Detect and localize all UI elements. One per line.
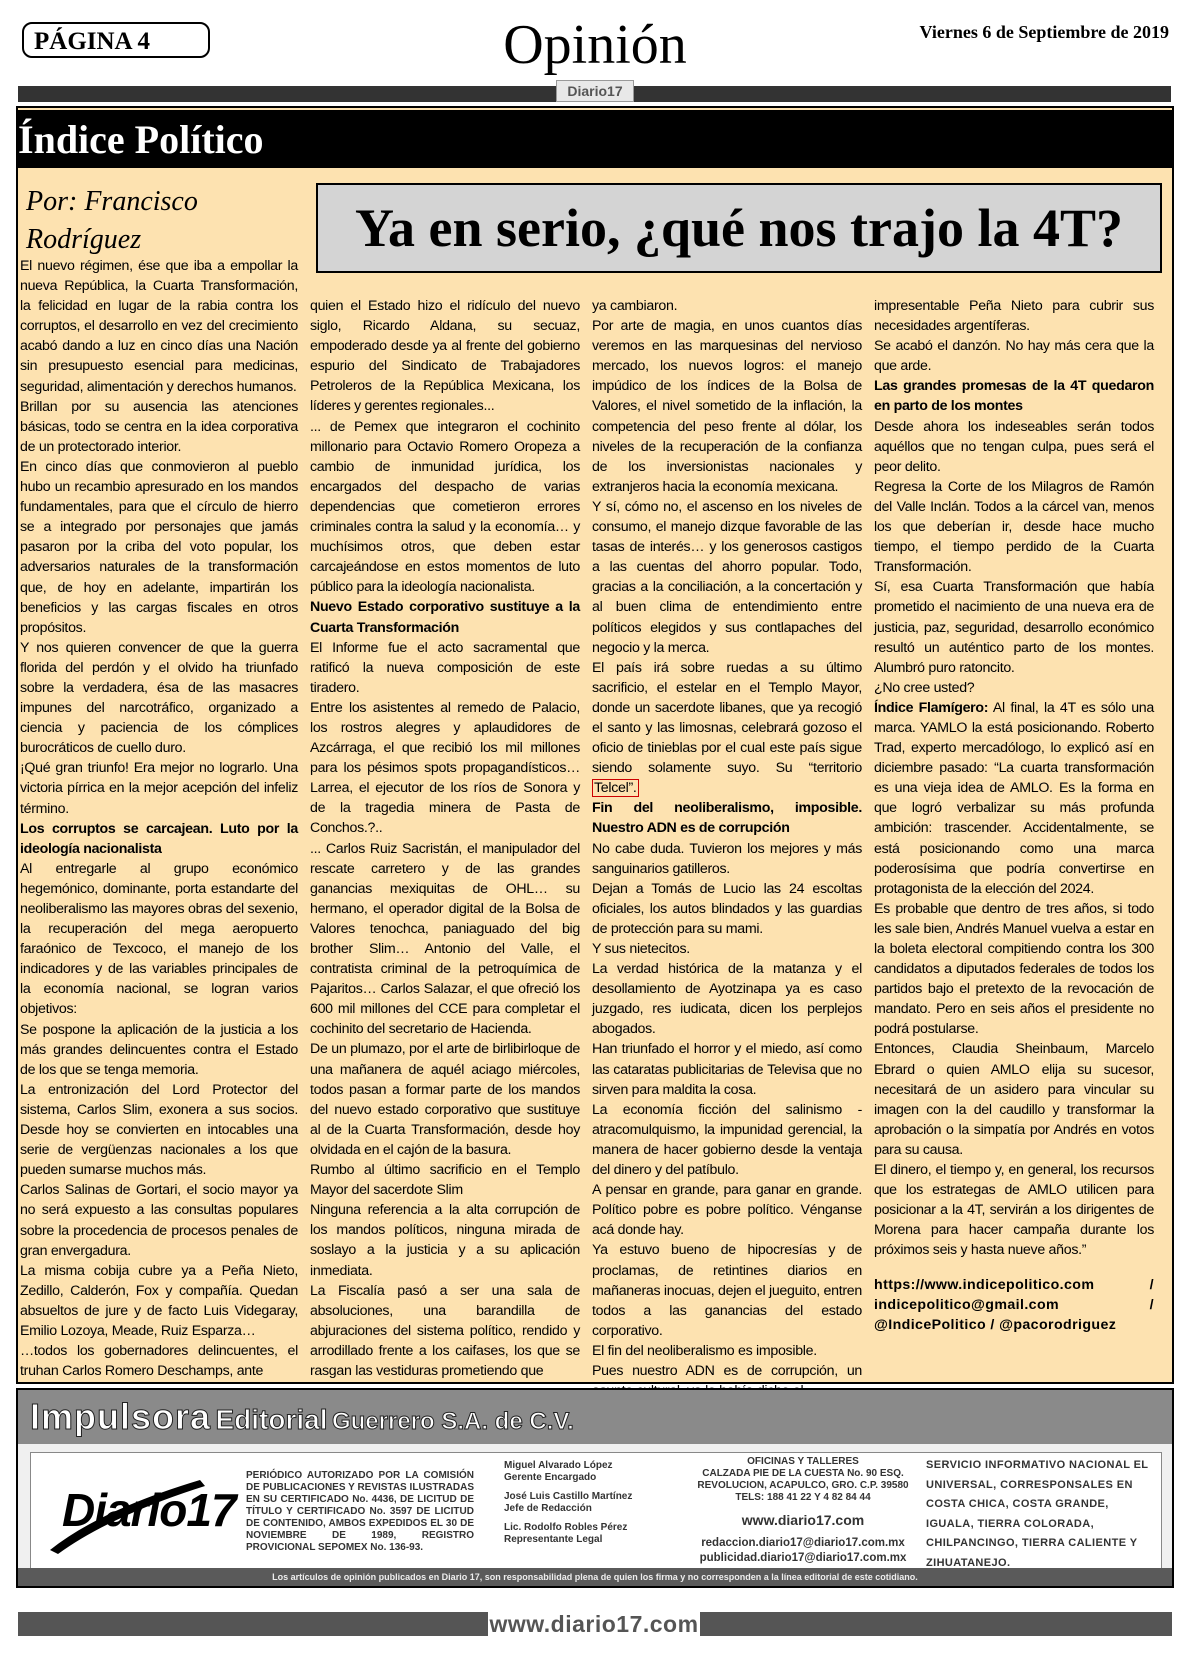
staff-role: Gerente Encargado xyxy=(504,1472,597,1483)
paragraph: Y sus nietecitos. xyxy=(592,941,690,957)
header-logo: Diario17 xyxy=(556,80,634,102)
staff-name: Lic. Rodolfo Robles Pérez xyxy=(504,1522,628,1533)
publisher-name-part: Editorial xyxy=(215,1404,328,1435)
advertising-email-link[interactable]: publicidad.diario17@diario17.com.mx xyxy=(699,1552,907,1564)
offices-info xyxy=(688,1456,918,1566)
article-column-2 xyxy=(310,296,580,1381)
staff-entry xyxy=(504,1491,674,1515)
paragraph xyxy=(874,698,1154,899)
article-column-4 xyxy=(874,296,1154,1335)
date-line: Viernes 6 de Septiembre de 2019 xyxy=(919,22,1169,42)
staff-name: José Luis Castillo Martínez xyxy=(504,1491,633,1502)
author-links[interactable]: https://www.indicepolitico.com / indicepolitico@gmail.com / @IndicePolitico / @pacorodriguez xyxy=(874,1276,1154,1333)
staff-entry xyxy=(504,1460,674,1484)
paragraph: ya cambiaron. xyxy=(592,298,678,314)
paragraph: Pues nuestro ADN es de corrupción, un xyxy=(592,1362,862,1379)
paragraph: La verdad histórica de la matanza y el desollamiento de Ayotzinapa ya es caso juzgado, res iudicata, dicen los perplejos abogados. xyxy=(592,961,862,1038)
paragraph: Se acabó el danzón. No hay más cera que la que arde. xyxy=(874,338,1154,375)
paragraph: La entronización del Lord Protector del sistema, Carlos Slim, exonera a sus socios. Desde hoy se convierten en intocables una serie de vergüenzas nacionales a los que pueden sumarse muchos más. xyxy=(20,1081,298,1179)
bottom-bar-left xyxy=(18,1612,488,1636)
paragraph: ... de Pemex que integraron el cochinito millonario para Octavio Romero Oropeza a cambio de inmunidad jurídica, los encargados del despacho de varias dependencias que cometieron errores criminales contra la salud y la economía… y muchísimos otros, que deben estar carcajeándose en estos momentos de luto público para la ideología nacionalista. xyxy=(310,418,580,596)
paragraph: Brillan por su ausencia las atenciones básicas, todo se centra en la idea corporativa de un protectorado interior. xyxy=(20,398,298,455)
paragraph: Desde ahora los indeseables serán todos aquéllos que no tengan culpa, pues será el peor delito. xyxy=(874,418,1154,475)
paragraph: Entre los asistentes al remedo de Palacio, los rostros alegres y aplaudidores de Azcárraga, el que recibió los mil millones para los pésimos spots propagandísticos… Larrea, el ejecutor de los ríos de Sonora y de la tragedia minera de Pasta de Conchos.?.. xyxy=(310,699,580,837)
headline: Ya en serio, ¿qué nos trajo la 4T? xyxy=(355,198,1123,258)
paragraph: Regresa la Corte de los Milagros de Ramón del Valle Inclán. Todos a la cárcel van, menos los que deberían ir, desde hace mucho tiempo, el tiempo perdido de la Cuarta Transformación. xyxy=(874,478,1154,576)
paragraph: ¿No cree usted? xyxy=(874,679,975,696)
paragraph: quien el Estado hizo el ridículo del nuevo siglo, Ricardo Aldana, su secuaz, empoderado desde ya al frente del gobierno espurio del Sindicato de Trabajadores Petroleros de la República Mexicana, los líderes y gerentes regionales... xyxy=(310,298,580,415)
paragraph-text: El país irá sobre ruedas a su último sacrificio, el estelar en el Templo Mayor, donde un sacerdote libanes, que ya recogió el santo y las limosnas, celebrará gozoso el oficio de tinieblas por el cual este país sigue siendo solamente suyo. Su “territorio xyxy=(592,659,862,777)
subheading: Fin del neoliberalismo, imposible. Nuestro ADN es de corrupción xyxy=(592,800,862,837)
paragraph: Entonces, Claudia Sheinbaum, Marcelo Ebrard o quien AMLO elija su sucesor, necesitará de un asidero para vincular su imagen con la del caudillo y transformar la aprobación o la simpatía por Andrés en votos para su causa. xyxy=(874,1041,1154,1158)
publication-permit: PERIÓDICO AUTORIZADO POR LA COMISIÓN DE PUBLICACIONES Y REVISTAS ILUSTRADAS EN SU CERTIFICADO No. 4436, DE LICITUD DE TÍTULO Y CERTIFICADO No. 3597 DE LICITUD DE CONTENIDO, AMBOS EXPEDIDOS EL 30 DE NOVIEMBRE DE 1989, REGISTRO PROVICIONAL SEPOMEX No. 136-93. xyxy=(246,1470,474,1553)
paragraph: Ya estuvo bueno de hipocresías y de proclamas, de retintines diarios en mañaneras inocuas, dejen el jueguito, entren todos a las ganancias del estado corporativo. xyxy=(592,1242,862,1339)
staff-name: Miguel Alvarado López xyxy=(504,1460,613,1471)
footer-website-link[interactable]: www.diario17.com xyxy=(741,1512,865,1528)
paragraph: De un plumazo, por el arte de birlibirloque de una mañanera de aquél aciago miércoles, todos pasan a formar parte de los mandos del nuevo estado corporativo que sustituye al de la Cuarta Transformación, desde hoy olvidada en el cajón de la basura. xyxy=(310,1041,580,1158)
paragraph: El dinero, el tiempo y, en general, los recursos que los estrategas de AMLO utilicen para posicionar a la 4T, servirán a los dirigentes de Morena para hacer campaña durante los próximos seis y hasta nueve años.” xyxy=(874,1162,1154,1259)
paragraph: La misma cobija cubre ya a Peña Nieto, Zedillo, Calderón, Fox y compañía. Quedan absueltos de jure y de facto Luis Videgaray, Emilio Lozoya, Meade, Ruiz Esparza… xyxy=(20,1262,298,1339)
subheading: Los corruptos se carcajean. Luto por la ideología nacionalista xyxy=(20,820,298,857)
paragraph: Carlos Salinas de Gortari, el socio mayor ya no será expuesto a las consultas populares sobre la procedencia de procesos penales de gran envergadura. xyxy=(20,1182,298,1259)
publisher-name-part: Guerrero S.A. de C.V. xyxy=(331,1408,574,1435)
paragraph: Es probable que dentro de tres años, si todo les sale bien, Andrés Manuel vuelva a estar en la boleta electoral compitiendo contra los 300 candidatos a diputados federales de todos los partidos bajo el pretexto de la revocación de mandato. Pero en seis años el presidente no podrá postularse. xyxy=(874,900,1154,1038)
bottom-website-link[interactable]: www.diario17.com xyxy=(489,1611,699,1637)
byline: Por: Francisco Rodríguez xyxy=(26,186,198,255)
column-title: Índice Político xyxy=(18,117,264,162)
paragraph: El Informe fue el acto sacramental que ratificó la nueva composición de este tiradero. xyxy=(310,639,580,696)
paragraph: Se pospone la aplicación de la justicia a los más grandes delincuentes contra el Estado de los que se tenga memoria. xyxy=(20,1021,298,1078)
staff-role: Representante Legal xyxy=(504,1534,603,1545)
paragraph: Sí, esa Cuarta Transformación que había prometido el nacimiento de una nueva era de justicia, paz, seguridad, desarrollo económico resultó un auténtico parto de los montes. Alumbró puro ratoncito. xyxy=(874,579,1154,676)
highlighted-text: Telcel”. xyxy=(594,780,637,797)
paragraph: …todos los gobernadores delincuentes, el truhan Carlos Romero Deschamps, ante xyxy=(20,1343,298,1380)
page-label: PÁGINA 4 xyxy=(22,22,210,58)
staff-entry xyxy=(504,1522,674,1546)
publisher-name xyxy=(30,1390,574,1452)
offices-title: OFICINAS Y TALLERES xyxy=(747,1456,859,1467)
footer-logo-text: Diario17 xyxy=(62,1484,236,1536)
disclaimer: Los artículos de opinión publicados en Diario 17, son responsabilidad plena de quien los firma y no corresponden a la línea editorial de este cotidiano. xyxy=(272,1572,918,1582)
paragraph: No cabe duda. Tuvieron los mejores y más sanguinarios gatilleros. xyxy=(592,840,862,877)
subheading: Las grandes promesas de la 4T quedaron en parto de los montes xyxy=(874,378,1154,415)
paragraph: En cinco días que conmovieron al pueblo hubo un recambio apresurado en los mandos fundamentales, para que el círculo de hierro se a integrado por personajes que jamás pasaron por la criba del voto popular, los adversarios naturales de la transformación que, de hoy en adelante, impartirán los beneficios y las cargas fiscales en otros propósitos. xyxy=(20,458,298,636)
paragraph: Y sí, cómo no, el ascenso en los niveles de consumo, el manejo dizque favorable de las tasas de interés… y los generosos castigos a las cuentas del ahorro popular. Todo, gracias a la conciliación, a la concertación y al buen clima de entendimiento entre políticos elegidos y sus contlapaches del negocio y la merca. xyxy=(592,498,862,656)
paragraph: A pensar en grande, para ganar en grande. Político pobre es pobre político. Vénganse acá donde hay. xyxy=(592,1182,862,1239)
paragraph: Y nos quieren convencer de que la guerra florida del perdón y el olvido ha triunfado sobre la verdadera, ésa de las masacres impunes del narcotráfico, organizado a ciencia y paciencia de los cómplices burocráticos de cuello duro. xyxy=(20,639,298,757)
editorial-email-link[interactable]: redaccion.diario17@diario17.com.mx xyxy=(701,1537,905,1549)
subheading: Nuevo Estado corporativo sustituye a la Cuarta Transformación xyxy=(310,599,580,636)
paragraph: Ninguna referencia a la alta corrupción de los mandos políticos, ninguna mirada de soslayo a la justicia y a su aplicación inmediata. xyxy=(310,1202,580,1279)
offices-address: CALZADA PIE DE LA CUESTA No. 90 ESQ. REVOLUCION, ACAPULCO, GRO. C.P. 39580 TELS: 188 41 22 Y 4 82 84 44 xyxy=(697,1468,909,1503)
news-service-info: SERVICIO INFORMATIVO NACIONAL EL UNIVERSAL, CORRESPONSALES EN COSTA CHICA, COSTA GRANDE, IGUALA, TIERRA COLORADA, CHILPANCINGO, TIERRA CALIENTE Y ZIHUATANEJO. xyxy=(926,1459,1149,1569)
section-title: Opinión xyxy=(503,14,687,76)
bottom-bar-right xyxy=(700,1612,1172,1636)
paragraph: ... Carlos Ruiz Sacristán, el manipulador del rescate carretero y de las grandes ganancias mexiquitas de OHL… su hermano, el operador digital de la Bolsa de Valores tenochca, paniaguado del big brother Slim… Antonio del Valle, el contratista criminal de la petroquímica de Pajaritos… Carlos Salazar, el que ofreció los 600 mil millones del CCE para completar el cochinito del secretario de Hacienda. xyxy=(310,840,580,1038)
paragraph: El fin del neoliberalismo es imposible. xyxy=(592,1342,817,1359)
paragraph: Dejan a Tomás de Lucio las 24 escoltas oficiales, los autos blindados y las guardias de protección para su mami. xyxy=(592,880,862,937)
paragraph: ¡Qué gran triunfo! Era mejor no lograrlo. Una victoria pírrica en la mejor acepción del infeliz término. xyxy=(20,760,298,817)
section-lead: Índice Flamígero: xyxy=(874,699,989,716)
article-column-3 xyxy=(592,296,862,1401)
paragraph: La economía ficción del salinismo - atracomulquismo, la impunidad gerencial, la manera de hacer gobierno desde la ventaja del dinero y del patíbulo. xyxy=(592,1101,862,1179)
paragraph: Por arte de magia, en unos cuantos días veremos en las marquesinas del nervioso mercado, los nuevos logros: el manejo impúdico de los índices de la Bolsa de Valores, el nivel sometido de la inflación, la competencia del peso frente al dólar, los niveles de la recuperación de la confianza de los inversionistas nacionales y extranjeros hacia la economía mexicana. xyxy=(592,318,862,495)
publisher-name-part: Impulsora xyxy=(30,1396,212,1437)
paragraph: impresentable Peña Nieto para cubrir sus necesidades argentíferas. xyxy=(874,298,1154,335)
paragraph: Al entregarle al grupo económico hegemónico, dominante, porta estandarte del neoliberalismo las mayores obras del sexenio, la recuperación del mega aeropuerto faraónico de Texcoco, el manejo de los indicadores y de las variables principales de la economía nacional, se logran varios objetivos: xyxy=(20,860,298,1018)
paragraph xyxy=(592,658,862,799)
article-column-1 xyxy=(20,256,298,1381)
staff-role: Jefe de Redacción xyxy=(504,1503,592,1514)
paragraph: El nuevo régimen, ése que iba a empollar la nueva República, la Cuarta Transformación, la felicidad en lugar de la rabia contra los corruptos, el desarrollo en vez del crecimiento acabó dando a luz en cinco días una Nación sin presupuesto esencial para medicinas, seguridad, alimentación y derechos humanos. xyxy=(20,258,298,395)
staff-list xyxy=(504,1460,674,1553)
paragraph: Rumbo al último sacrificio en el Templo Mayor del sacerdote Slim xyxy=(310,1162,580,1199)
paragraph: Han triunfado el horror y el miedo, así como las cataratas publicitarias de Televisa que no sirven para maldita la cosa. xyxy=(592,1041,862,1098)
paragraph: La Fiscalía pasó a ser una sala de absoluciones, una barandilla de abjuraciones del sistema político, rendido y arrodillado frente a los caifases, los que se rasgan las vestiduras prometiendo que xyxy=(310,1282,580,1379)
paragraph-text: Al final, la 4T es sólo una marca. YAMLO la está posicionando. Roberto Trad, experto mercadólogo, lo explicó así en diciembre pasado: “La cuarta transformación es una vieja idea de AMLO. Es la forma en que logró verbalizar su más profunda ambición: trascender. Accidentalmente, se está posicionando como una marca poderosísima que podría convertirse en protagonista de la elección del 2024. xyxy=(874,699,1154,897)
